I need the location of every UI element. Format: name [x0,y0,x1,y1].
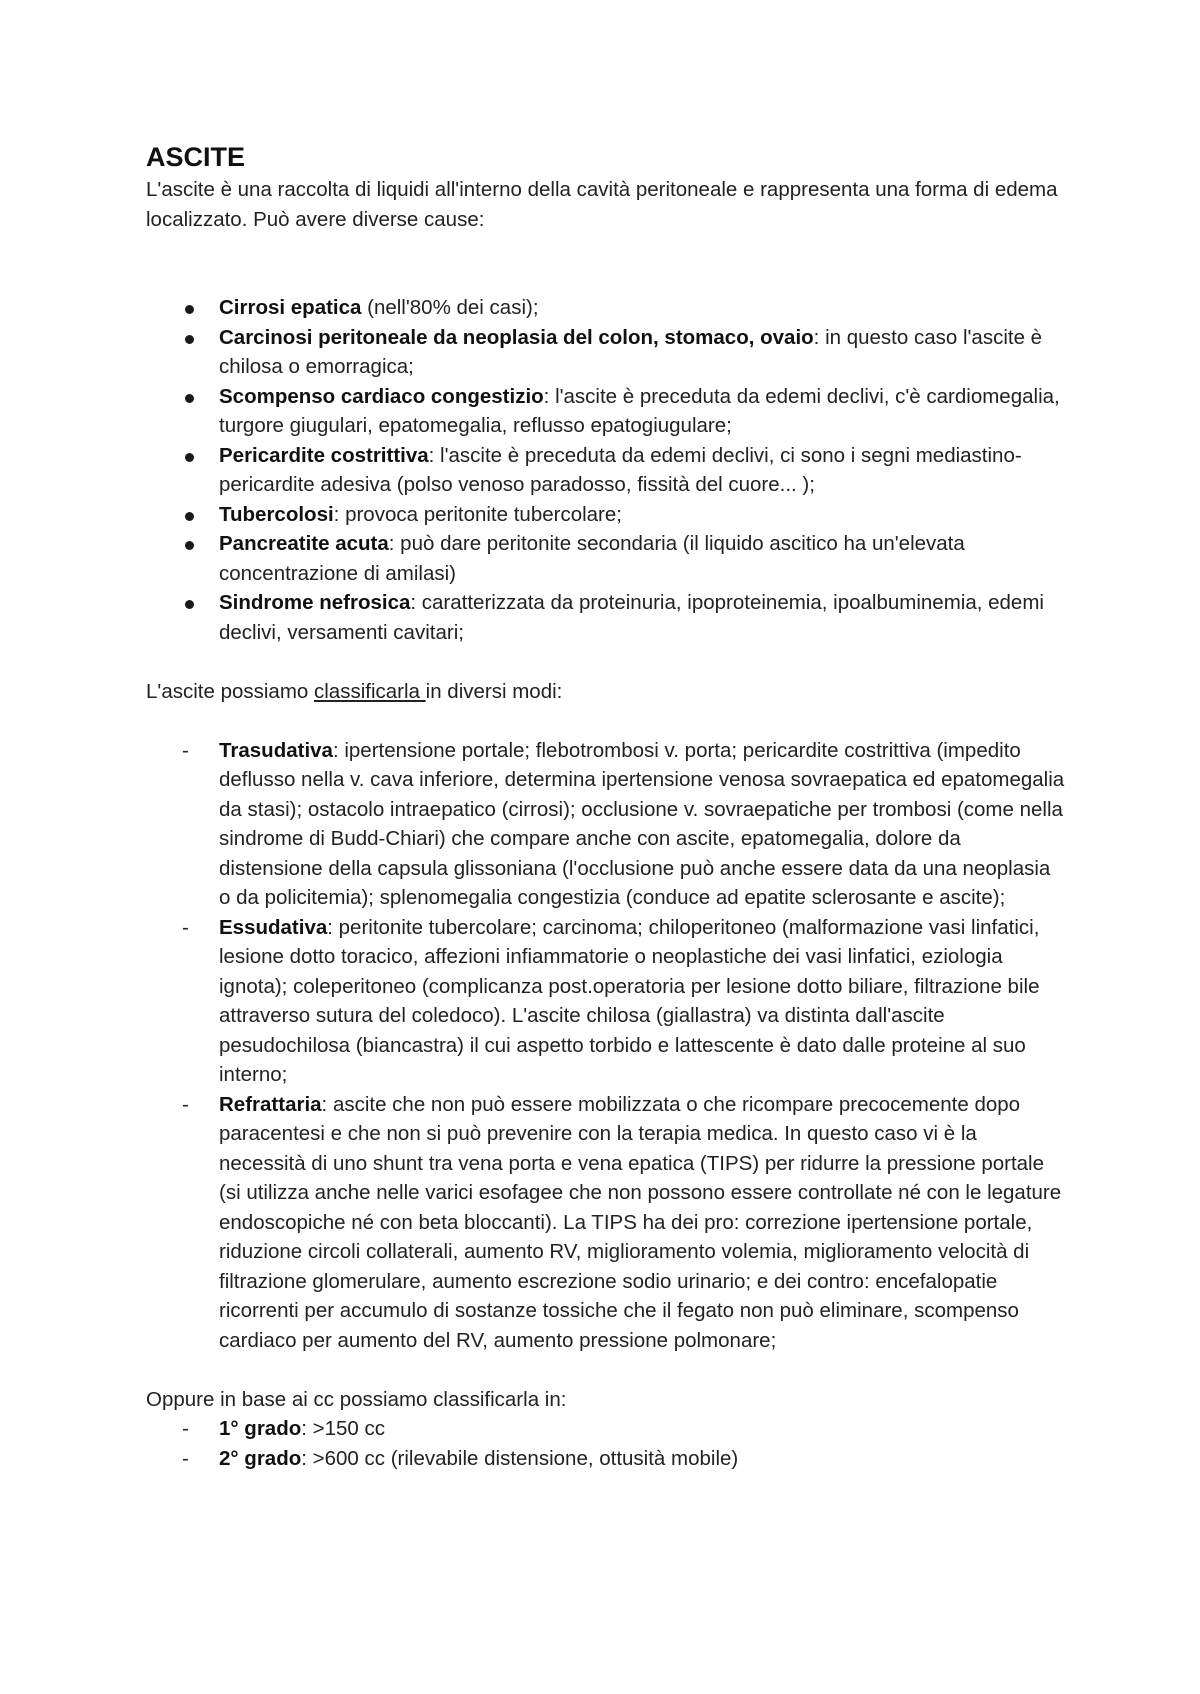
list-item [146,588,1066,647]
dash-marker: - [182,915,189,939]
cause-text: : l'ascite è preceduta da edemi declivi, ci sono i segni mediastino-pericardite adesiva (polso venoso paradosso, fissità del cuore... ); [219,443,1022,496]
type-term: Trasudativa [219,738,333,762]
dash-marker: - [182,738,189,762]
list-item [146,1444,1066,1474]
classify-intro-before: L'ascite possiamo [146,679,314,703]
cause-text: : può dare peritonite secondaria (il liquido ascitico ha un'elevata concentrazione di amilasi) [219,532,965,585]
classify-intro-paragraph [146,677,1066,707]
cause-text: : caratterizzata da proteinuria, ipoproteinemia, ipoalbuminemia, edemi declivi, versamenti cavitari; [219,591,1044,644]
cause-term: Cirrosi epatica [219,296,362,319]
cause-term: Pericardite costrittiva [219,443,429,467]
cause-text: : provoca peritonite tubercolare; [333,502,622,526]
cause-text: : l'ascite è preceduta da edemi declivi, c'è cardiomegalia, turgore giugulari, epatomegalia, reflusso epatogiugulare; [219,384,1060,437]
cause-term: Tubercolosi [219,502,334,526]
list-item [146,293,1066,323]
types-list [146,736,1066,1356]
list-item [146,323,1066,382]
grades-intro-paragraph: Oppure in base ai cc possiamo classificarla in: [146,1387,567,1411]
type-term: Essudativa [219,915,328,939]
spacer [146,1355,1066,1385]
list-item [146,529,1066,588]
intro-paragraph: L'ascite è una raccolta di liquidi all'interno della cavità peritoneale e rappresenta una forma di edema localizzato. Può avere diverse cause: [146,178,1058,231]
bullet-icon [185,600,194,609]
grade-term: 1° grado [219,1417,302,1440]
list-item [146,1414,1066,1444]
list-item [146,736,1066,913]
list-item [146,1090,1066,1356]
grade-text: : >600 cc (rilevabile distensione, ottusità mobile) [301,1446,739,1470]
cause-text: (nell'80% dei casi); [361,296,539,319]
bullet-icon [185,453,194,462]
type-text: : ipertensione portale; flebotrombosi v. porta; pericardite costrittiva (impedito deflusso nella v. cava inferiore, determina ipertensione venosa sovraepatica ed epatomegalia da stasi); ostacolo intraepatico (cirrosi); occlusione v. sovraepatiche per trombosi (come nella sindrome di Budd-Chiari) che compare anche con ascite, epatomegalia, dolore da distensione della capsula glissoniana (l'occlusione può anche essere data da una neoplasia o da policitemia); splenomegalia congestizia (conduce ad epatite sclerosante e ascite); [219,738,1065,909]
bullet-icon [185,305,194,314]
list-item [146,382,1066,441]
cause-term: Pancreatite acuta [219,532,389,555]
cause-term: Scompenso cardiaco congestizio [219,384,544,408]
cause-text: : in questo caso l'ascite è chilosa o emorragica; [219,325,1043,378]
dash-marker: - [182,1446,189,1470]
list-item [146,500,1066,530]
cause-term: Carcinosi peritoneale da neoplasia del colon, stomaco, ovaio [219,325,814,349]
classify-intro-after: in diversi modi: [425,679,563,703]
dash-marker: - [182,1092,189,1116]
causes-list [146,293,1066,647]
bullet-icon [185,512,194,521]
spacer [146,706,1066,736]
spacer [146,647,1066,677]
dash-marker: - [182,1417,189,1440]
list-item [146,913,1066,1090]
bullet-icon [185,394,194,403]
type-text: : ascite che non può essere mobilizzata o che ricompare precocemente dopo paracentesi e che non si può prevenire con la terapia medica. In questo caso vi è la necessità di uno shunt tra vena porta e vena epatica (TIPS) per ridurre la pressione portale (si utilizza anche nelle varici esofagee che non possono essere controllate né con le legature endoscopiche né con beta bloccanti). La TIPS ha dei pro: correzione ipertensione portale, riduzione circoli collaterali, aumento RV, miglioramento volemia, miglioramento velocità di filtrazione glomerulare, aumento escrezione sodio urinario; e dei contro: encefalopatie ricorrenti per accumulo di sostanze tossiche che il fegato non può eliminare, scompenso cardiaco per aumento del RV, aumento pressione polmonare; [219,1092,1062,1352]
grade-text: : >150 cc [301,1417,386,1440]
grade-term: 2° grado [219,1446,302,1470]
cause-term: Sindrome nefrosica [219,591,411,614]
classify-intro-underlined: classificarla [314,679,426,703]
document-title: ASCITE [146,142,246,172]
bullet-icon [185,335,194,344]
spacer [146,234,1066,293]
list-item [146,441,1066,500]
bullet-icon [185,541,194,550]
type-text: : peritonite tubercolare; carcinoma; chiloperitoneo (malformazione vasi linfatici, lesione dotto toracico, affezioni infiammatorie o neoplastiche dei vasi linfatici, eziologia ignota); coleperitoneo (complicanza post.operatoria per lesione dotto biliare, filtrazione bile attraverso sutura del coledoco). L'ascite chilosa (giallastra) va distinta dall'ascite pesudochilosa (biancastra) il cui aspetto torbido e lattescente è dato dalle proteine al suo interno; [219,915,1040,1086]
grades-list [146,1414,1066,1473]
document-page [146,140,1066,1473]
type-term: Refrattaria [219,1092,322,1116]
